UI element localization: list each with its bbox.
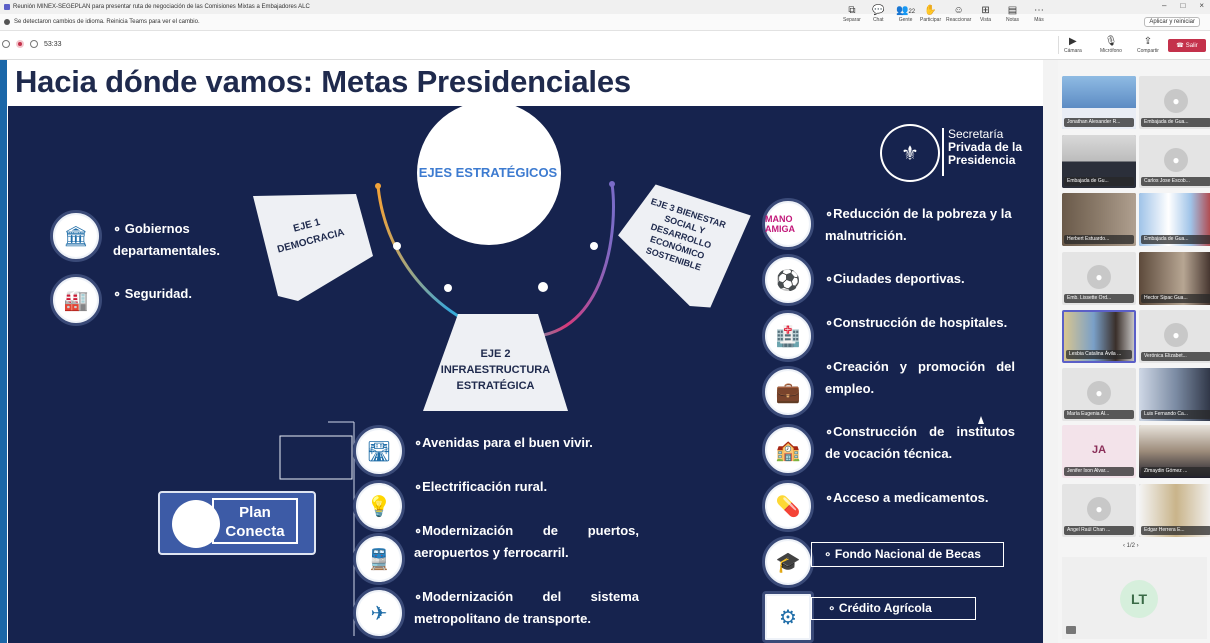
mouse-cursor-icon xyxy=(978,416,984,424)
participant-tile-active[interactable]: Lesbia Catalina Ávila ... xyxy=(1062,310,1136,363)
boxed-item-0: ∘ Fondo Nacional de Becas xyxy=(811,542,1004,567)
slide-body xyxy=(8,106,1043,643)
participant-tile[interactable]: Jonathan Alexander R... xyxy=(1062,76,1136,129)
right-item-4: ∘Construcción de institutos de vocación técnica. xyxy=(825,424,1015,461)
avatar-icon: ● xyxy=(1164,89,1188,113)
apply-restart-button[interactable]: Aplicar y reiniciar xyxy=(1144,17,1200,27)
self-initials-avatar: LT xyxy=(1120,580,1158,618)
toolbar-divider xyxy=(1058,36,1059,54)
school-icon: 🏫 xyxy=(762,424,814,476)
participant-tile[interactable]: Edgar Herrera E... xyxy=(1139,484,1210,537)
more-button[interactable]: ⋯ Más xyxy=(1034,5,1044,23)
meeting-timer: 53:33 xyxy=(44,40,62,48)
raise-hand-button[interactable]: ✋ Participar xyxy=(920,5,942,23)
slide-title: Hacia dónde vamos: Metas Presidenciales xyxy=(15,64,631,99)
participant-tile[interactable]: Hector Sipac Gua... xyxy=(1139,252,1210,305)
guatemala-seal-icon: ⚜ xyxy=(880,124,940,182)
smile-icon: ☺ xyxy=(953,5,964,16)
maximize-button[interactable]: □ xyxy=(1180,1,1186,10)
microphone-button[interactable]: 🎙 Micrófono xyxy=(1100,36,1122,54)
more-icon: ⋯ xyxy=(1034,5,1044,16)
react-button[interactable]: ☺ Reaccionar xyxy=(946,5,972,23)
right-item-5: ∘Acceso a medicamentos. xyxy=(825,490,989,505)
popout-icon: ⧉ xyxy=(848,5,856,16)
share-button[interactable]: ⇪ Compartir xyxy=(1137,36,1159,54)
participant-tile[interactable]: Herbert Estuardo... xyxy=(1062,193,1136,246)
avatar-icon: ● xyxy=(1087,381,1111,405)
right-item-2: ∘Construcción de hospitales. xyxy=(825,315,1008,330)
view-button[interactable]: ⊞ Vista xyxy=(980,5,992,23)
slide-margin xyxy=(1043,60,1058,643)
participant-tile[interactable]: Luis Fernando Ca... xyxy=(1139,368,1210,421)
participant-tile[interactable]: ● Carlos Jose Escob... xyxy=(1139,135,1210,188)
hand-icon: ✋ xyxy=(924,5,937,16)
mic-muted-icon xyxy=(1066,626,1076,634)
right-item-0: ∘Reducción de la pobreza y la malnutrición. xyxy=(825,206,1012,243)
participant-tile[interactable]: JA Jenifer Ixon Alvar... xyxy=(1062,425,1136,478)
boxed-item-1: ∘ Crédito Agrícola xyxy=(811,597,976,620)
security-icon: 🏭 xyxy=(50,274,102,326)
airplane-ship-icon: ✈ xyxy=(353,587,405,639)
ejes-center-label: EJES ESTRATÉGICOS xyxy=(418,165,558,180)
notes-button[interactable]: ▤ Notas xyxy=(1006,5,1020,23)
avatar-icon: ● xyxy=(1087,497,1111,521)
agriculture-gear-icon: ⚙ xyxy=(762,591,814,643)
recording-icon xyxy=(16,40,24,48)
eje3-label: EJE 3 BIENESTAR SOCIAL Y DESARROLLO ECONÓMICO SOSTENIBLE xyxy=(644,196,728,273)
minimize-button[interactable]: – xyxy=(1162,1,1167,10)
teams-icon xyxy=(4,4,10,10)
shared-screen xyxy=(0,60,1058,643)
logo-divider xyxy=(942,128,944,176)
mid-item-3: ∘Modernización del sistema metropolitano de transporte. xyxy=(414,589,639,626)
separate-button[interactable]: ⧉ Separar xyxy=(843,5,861,23)
hospital-icon: 🏥 xyxy=(762,310,814,362)
eje1-label: EJE 1 DEMOCRACIA xyxy=(276,216,346,256)
road-icon: 🛣 xyxy=(353,425,405,477)
people-count: 22 xyxy=(908,9,916,15)
participant-tile[interactable]: ● Verónica Elizabet... xyxy=(1139,310,1210,363)
plan-conecta-card xyxy=(158,491,316,555)
initials-avatar: JA xyxy=(1087,438,1111,462)
participant-tile[interactable]: Zimaydin Gómez ... xyxy=(1139,425,1210,478)
lightbulb-icon: 💡 xyxy=(353,480,405,532)
language-notification xyxy=(0,14,1210,31)
mid-item-1: ∘Electrificación rural. xyxy=(414,479,548,494)
left-item-0: ∘ Gobiernos departamentales. xyxy=(113,221,220,258)
mano-amiga-icon: MANO AMIGA xyxy=(762,198,814,250)
grid-icon: ⊞ xyxy=(981,5,990,16)
share-icon: ⇪ xyxy=(1143,36,1153,47)
mid-item-0: ∘Avenidas para el buen vivir. xyxy=(414,435,593,450)
chevron-left-icon[interactable]: ‹ xyxy=(1123,543,1127,549)
left-item-1: ∘ Seguridad. xyxy=(113,286,192,301)
avatar-icon: ● xyxy=(1087,265,1111,289)
train-icon: 🚆 xyxy=(353,533,405,585)
leave-button[interactable]: ☎ Salir xyxy=(1168,39,1206,52)
info-icon[interactable] xyxy=(30,40,38,48)
info-icon xyxy=(4,19,10,25)
chat-icon: 💬 xyxy=(872,5,885,16)
participant-tile[interactable]: ● María Eugenia Al... xyxy=(1062,368,1136,421)
avatar-icon: ● xyxy=(1164,148,1188,172)
slide-accent-bar xyxy=(0,60,7,643)
right-item-3: ∘Creación y promoción del empleo. xyxy=(825,359,1015,396)
government-building-icon: 🏛 xyxy=(50,210,102,262)
participant-tile[interactable]: ● Embajada de Gua... xyxy=(1139,76,1210,129)
people-button[interactable]: 👥22 Gente xyxy=(896,5,916,23)
notes-icon: ▤ xyxy=(1007,5,1018,16)
notification-text: Se detectaron cambios de idioma. Reinicia Teams para ver el cambio. xyxy=(14,19,200,25)
right-item-1: ∘Ciudades deportivas. xyxy=(825,271,965,286)
plan-conecta-label: Plan Conecta xyxy=(212,498,298,544)
participant-tile[interactable]: Embajada de Gu... xyxy=(1062,135,1136,188)
medicine-icon: 💊 xyxy=(762,480,814,532)
briefcase-icon: 💼 xyxy=(762,366,814,418)
status-icon xyxy=(2,40,10,48)
chevron-right-icon[interactable]: › xyxy=(1135,543,1139,549)
phone-icon: ☎ xyxy=(1176,43,1184,49)
mic-off-icon: 🎙 xyxy=(1104,36,1118,47)
sports-field-icon: ⚽ xyxy=(762,254,814,306)
gallery-pager[interactable]: ‹ 1/2 › xyxy=(1123,543,1139,549)
meeting-toolbar xyxy=(0,31,1210,60)
scholarship-fund-icon: 🎓 xyxy=(762,536,814,588)
camera-button[interactable]: ▶ Cámara xyxy=(1064,36,1082,54)
mid-item-2: ∘Modernización de puertos, aeropuertos y ferrocarril. xyxy=(414,523,639,560)
chat-button[interactable]: 💬 Chat xyxy=(872,5,885,23)
close-button[interactable]: × xyxy=(1199,1,1204,10)
participant-tile[interactable]: ● Emb. Lissette Ord... xyxy=(1062,252,1136,305)
participant-tile[interactable]: Embajada de Gua... xyxy=(1139,193,1210,246)
window-titlebar xyxy=(0,0,1210,14)
people-icon: 👥22 xyxy=(896,5,916,16)
avatar-icon: ● xyxy=(1164,323,1188,347)
eje2-label: EJE 2 INFRAESTRUCTURA ESTRATÉGICA xyxy=(440,348,551,392)
camera-icon: ▶ xyxy=(1069,36,1077,47)
window-title: Reunión MINEX-SEGEPLAN para presentar ruta de negociación de las Comisiones Mixtas a Embajadores ALC xyxy=(13,4,310,10)
presidency-logo: Secretaría Privada de la Presidencia xyxy=(948,127,1023,167)
participant-tile[interactable]: ● Angel Raúl Chan ... xyxy=(1062,484,1136,537)
